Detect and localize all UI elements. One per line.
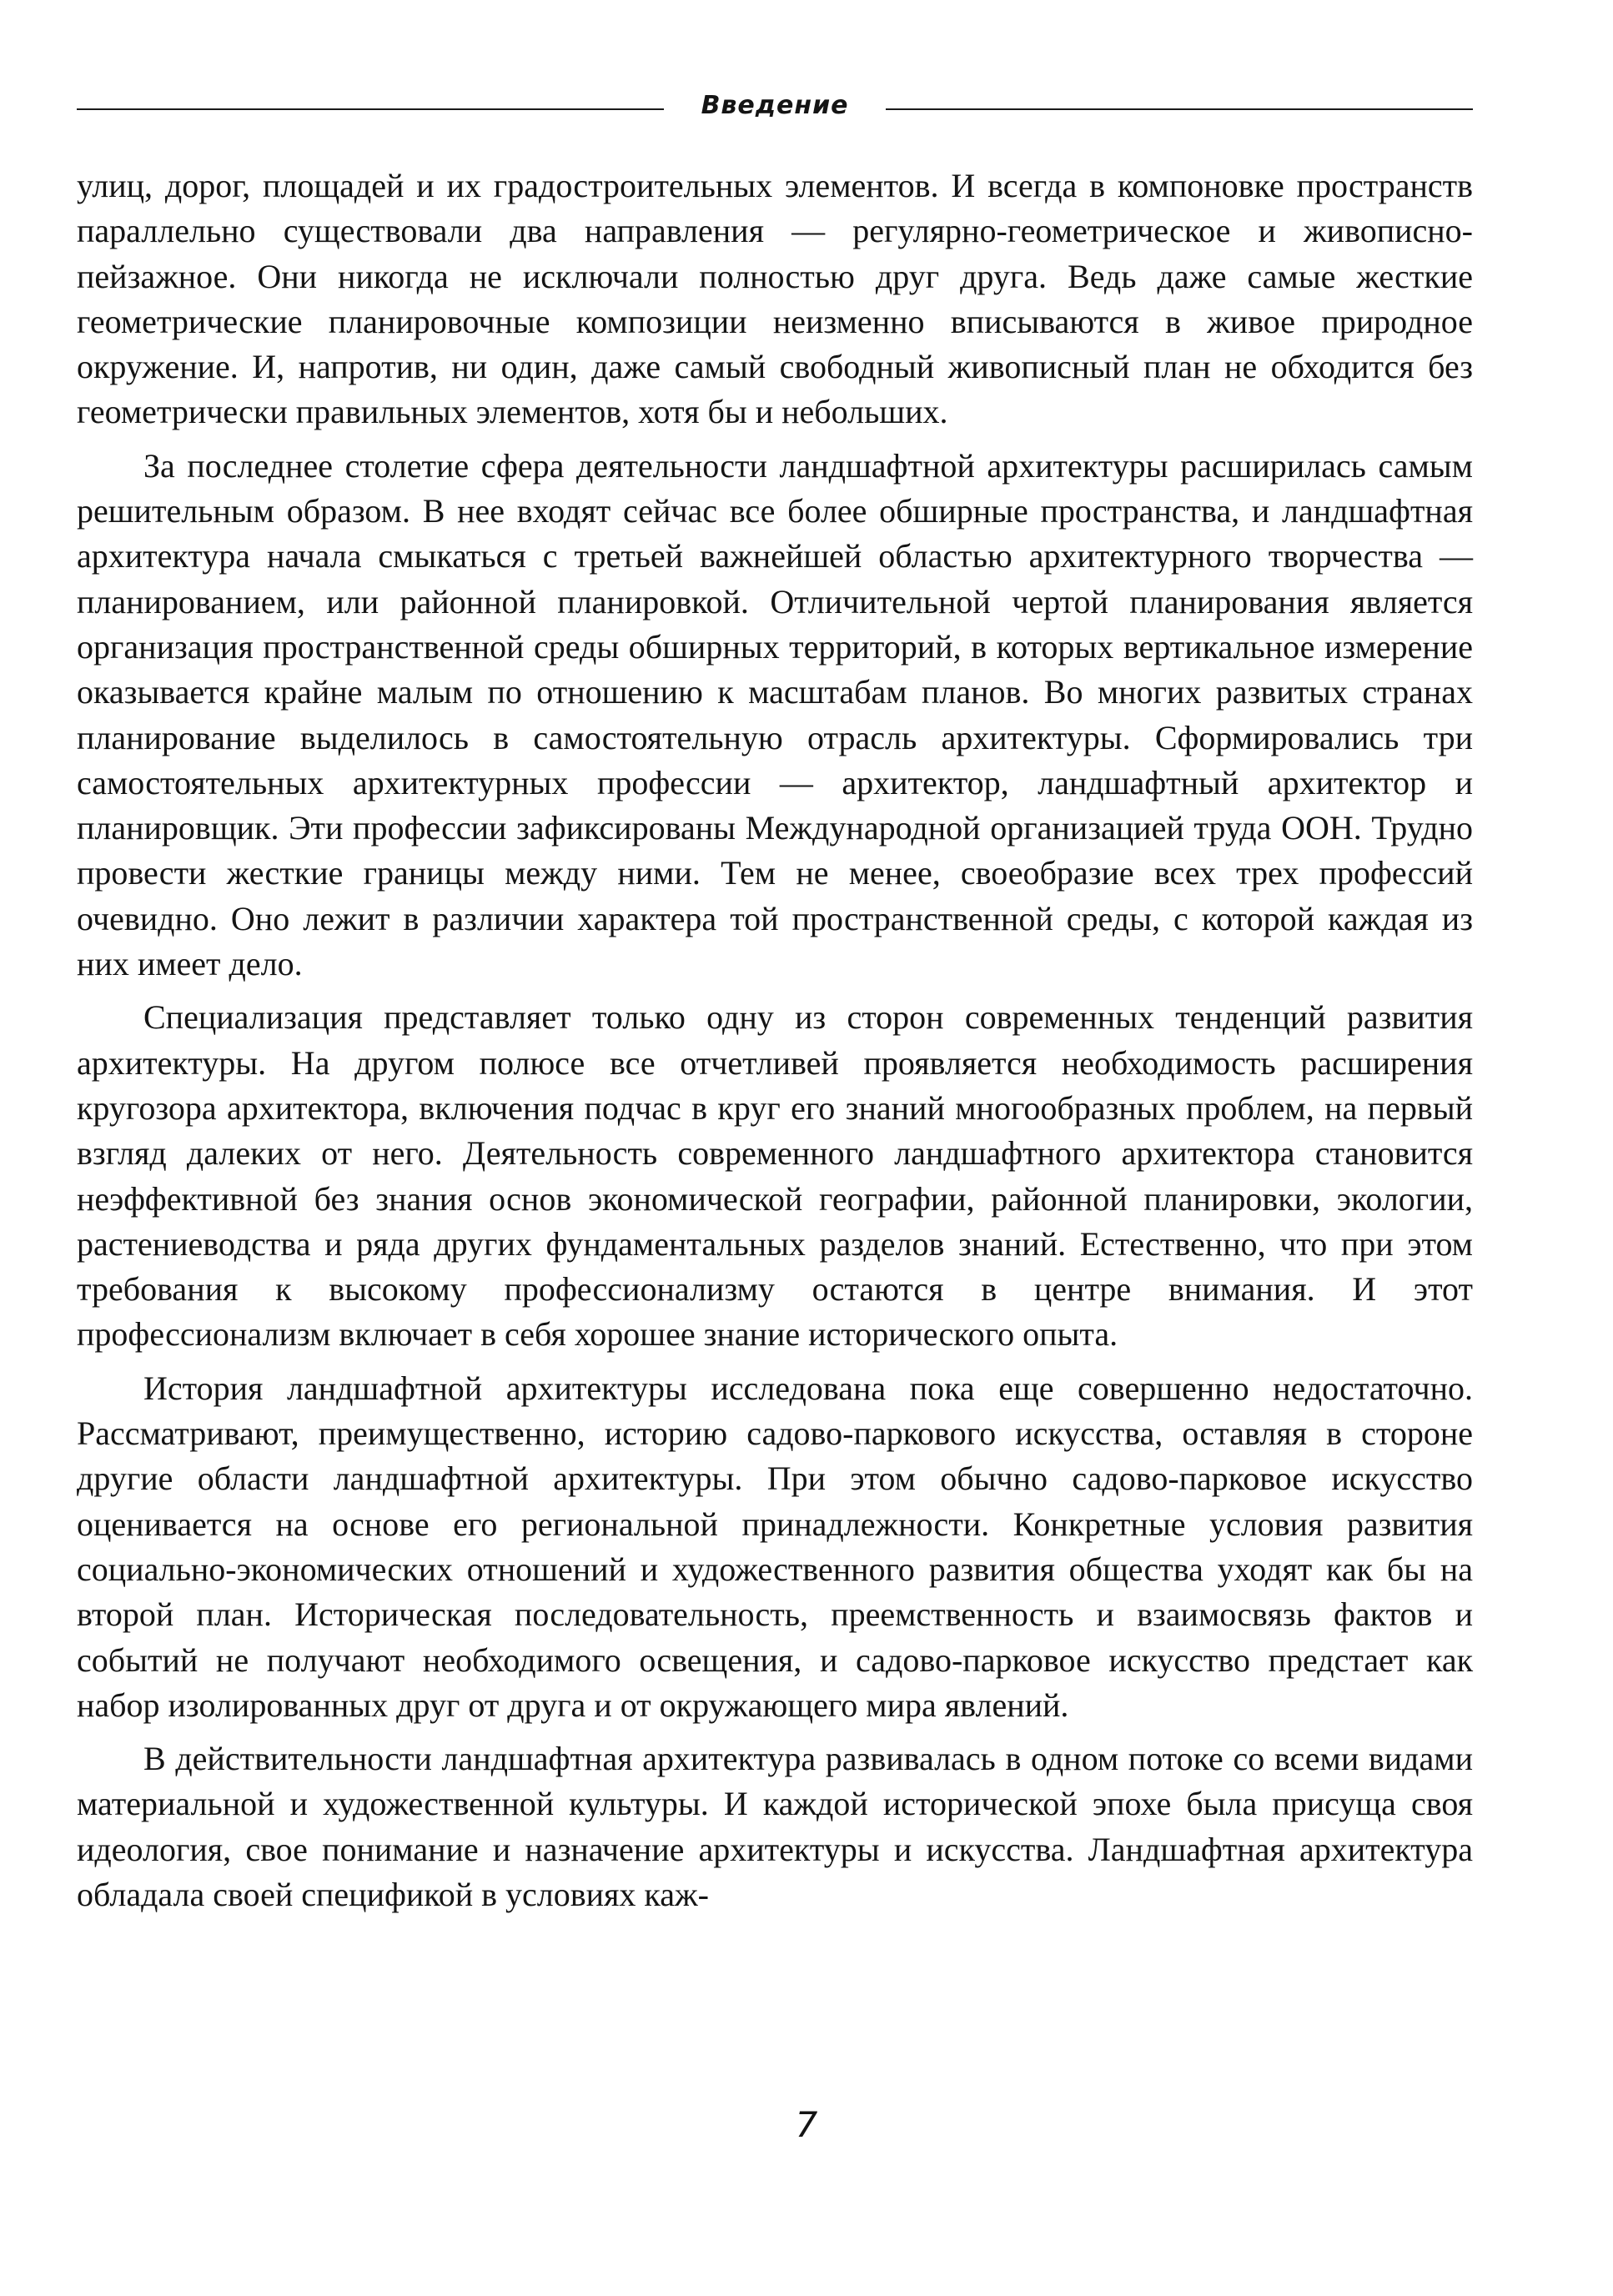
body-text — [77, 163, 1473, 1917]
running-head — [77, 85, 1473, 127]
header-rule-left — [77, 108, 664, 110]
paragraph-continuation: улиц, дорог, площадей и их градостроительных элементов. И всегда в компоновке пространств параллельно существовали два направления — регулярно-геометрическое и живописно-пейзажное. Они никогда не исключали полностью друг друга. Ведь даже самые жесткие геометрические планировочные композиции неизменно вписываются в живое природное окружение. И, напротив, ни один, даже самый свободный живописный план не обходится без геометрически правильных элементов, хотя бы и небольших. — [77, 167, 1473, 431]
header-rule-right — [886, 108, 1473, 110]
paragraph: В действительности ландшафтная архитектура развивалась в одном потоке со всеми видами материальной и художественной культуры. И каждой исторической эпохе была присуща своя идеология, свое понимание и назначение архитектуры и искусства. Ландшафтная архитектура обладала своей спецификой в условиях каж- — [77, 1740, 1473, 1913]
page-number: 7 — [795, 2104, 818, 2145]
paragraph: За последнее столетие сфера деятельности ландшафтной архитектуры расширилась самым решительным образом. В нее входят сейчас все более обширные пространства, и ландшафтная архитектура начала смыкаться с третьей важнейшей областью архитектурного творчества — планированием, или районной планировкой. Отличительной чертой планирования является организация пространственной среды обширных территорий, в которых вертикальное измерение оказывается крайне малым по отношению к масштабам планов. Во многих развитых странах планирование выделилось в самостоятельную отрасль архитектуры. Сформировались три самостоятельных архитектурных профессии — архитектор, ландшафтный архитектор и планировщик. Эти профессии зафиксированы Международной организацией труда ООН. Трудно провести жесткие границы между ними. Тем не менее, своеобразие всех трех профессий очевидно. Оно лежит в различии характера той пространственной среды, с которой каждая из них имеет дело. — [77, 446, 1473, 983]
running-title: Введение — [701, 91, 849, 120]
paragraph: История ландшафтной архитектуры исследована пока еще совершенно недостаточно. Рассматривают, преимущественно, историю садово-паркового искусства, оставляя в стороне другие области ландшафтной архитектуры. При этом обычно садово-парковое искусство оценивается на основе его региональной принадлежности. Конкретные условия развития социально-экономических отношений и художественного развития общества уходят как бы на второй план. Историческая последовательность, преемственность и взаимосвязь фактов и событий не получают необходимого освещения, и садово-парковое искусство предстает как набор изолированных друг от друга и от окружающего мира явлений. — [77, 1369, 1473, 1724]
paragraph: Специализация представляет только одну из сторон современных тенденций развития архитектуры. На другом полюсе все отчетливей проявляется необходимость расширения кругозора архитектора, включения подчас в круг его знаний многообразных проблем, на первый взгляд далеких от него. Деятельность современного ландшафтного архитектора становится неэффективной без знания основ экономической географии, районной планировки, экологии, растениеводства и ряда других фундаментальных разделов знаний. Естественно, что при этом требования к высокому профессионализму остаются в центре внимания. И этот профессионализм включает в себя хорошее знание исторического опыта. — [77, 998, 1473, 1354]
